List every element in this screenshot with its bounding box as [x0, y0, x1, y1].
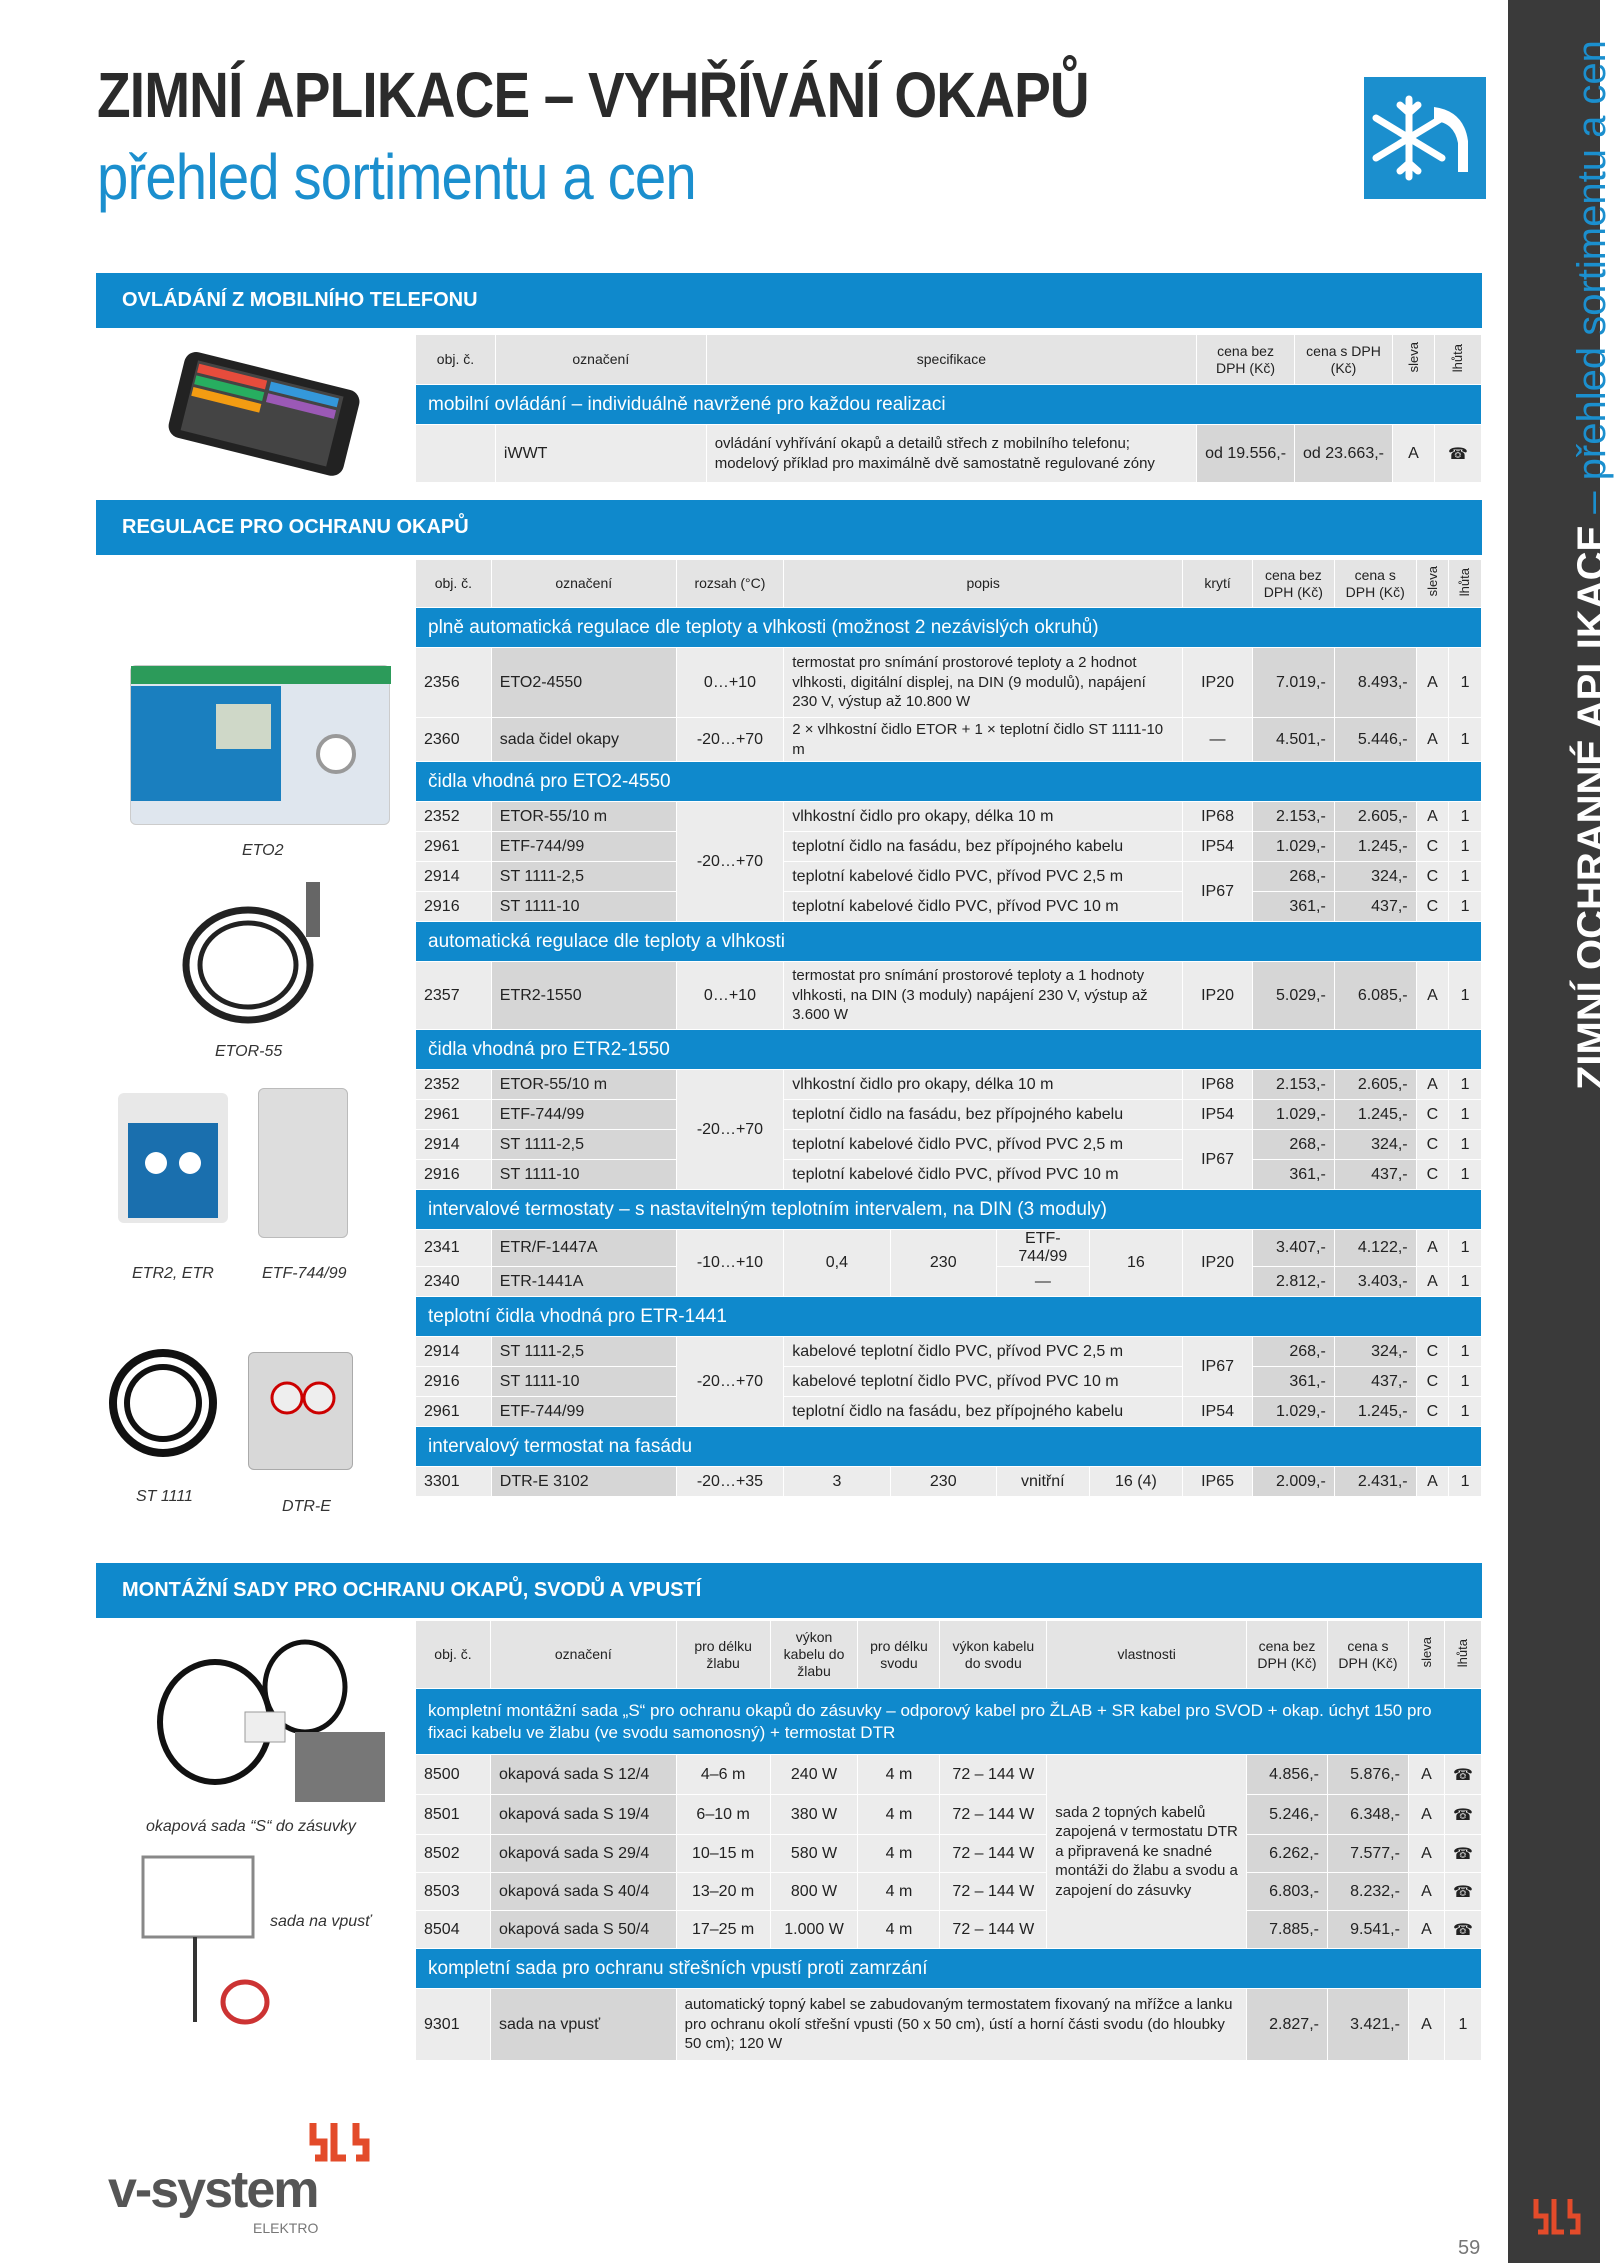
table-row: 2916 ST 1111-10 kabelové teplotní čidlo PVC, přívod PVC 10 m 361,- 437,- C 1: [416, 1367, 1482, 1397]
phone-image: [160, 345, 370, 475]
table-row: 2341 ETR/F-1447A -10…+10 0,4 230 ETF-744/99 16 IP20 3.407,- 4.122,- A 1: [416, 1230, 1482, 1267]
col-vykon-zlabu: výkon kabelu do žlabu: [770, 1621, 858, 1689]
table-row: 2357 ETR2-1550 0…+10 termostat pro snímání prostorové teploty a 1 hodnoty vlhkosti, na DIN (3 moduly) napájení 230 V, výstup až 3.600 W IP20 5.029,- 6.085,- A 1: [416, 962, 1482, 1030]
col-rozsah: rozsah (°C): [676, 560, 784, 608]
table-row: 2340 ETR-1441A — 2.812,- 3.403,- A 1: [416, 1267, 1482, 1297]
col-delka-zlabu: pro délku žlabu: [676, 1621, 770, 1689]
side-title: ZIMNÍ OCHRANNÉ APLIKACE – přehled sortimentu a cen: [1570, 40, 1614, 1090]
table-row: 2916 ST 1111-10 teplotní kabelové čidlo PVC, přívod PVC 10 m 361,- 437,- C 1: [416, 892, 1482, 922]
col-lhuta: lhůta: [1444, 1621, 1481, 1689]
col-oznaceni: označení: [495, 335, 706, 385]
table-row: 2352 ETOR-55/10 m -20…+70 vlhkostní čidlo pro okapy, délka 10 m IP68 2.153,- 2.605,- A 1: [416, 1070, 1482, 1100]
table-regulace: [415, 559, 1482, 1497]
phone-icon: ☎: [1444, 1911, 1481, 1949]
table-row: 2914 ST 1111-2,5 teplotní kabelové čidlo PVC, přívod PVC 2,5 m IP67 268,- 324,- C 1: [416, 862, 1482, 892]
phone-icon: ☎: [1434, 425, 1481, 483]
col-obj: obj. č.: [416, 335, 496, 385]
section-mobile-title: OVLÁDÁNÍ Z MOBILNÍHO TELEFONU: [96, 273, 1482, 328]
group-header: teplotní čidla vhodná pro ETR-1441: [416, 1297, 1482, 1337]
col-obj: obj. č.: [416, 1621, 491, 1689]
st1111-image: [105, 1345, 225, 1460]
caption-etf: ETF-744/99: [262, 1265, 347, 1282]
col-cena-bez: cena bez DPH (Kč): [1247, 1621, 1328, 1689]
col-specifikace: specifikace: [706, 335, 1196, 385]
col-sleva: sleva: [1392, 335, 1434, 385]
caption-vpust: sada na vpusť: [270, 1913, 371, 1930]
col-delka-svodu: pro délku svodu: [858, 1621, 940, 1689]
caption-etor: ETOR-55: [215, 1043, 283, 1060]
etr-image: [118, 1093, 228, 1223]
caption-okapova-sada: okapová sada “S“ do zásuvky: [146, 1818, 356, 1835]
col-cena-s: cena s DPH (Kč): [1327, 1621, 1408, 1689]
table-row: 9301 sada na vpusť automatický topný kabel se zabudovaným termostatem fixovaný na mřížce a lanku pro ochranu okolí střešní vpusti (50 x 50 cm), ústí a horní části svodu (do hloubky 50 cm); 120 W 2.827,- 3.421,- A 1: [416, 1989, 1482, 2061]
group-header: kompletní montážní sada „S“ pro ochranu okapů do zásuvky – odporový kabel pro ŽLAB + SR kabel pro SVOD + okap. úchyt 150 pro fixaci kabelu ve žlabu (ve svodu samonosný) + termostat DTR: [416, 1689, 1482, 1755]
col-cena-bez: cena bez DPH (Kč): [1252, 560, 1334, 608]
group-header: intervalové termostaty – s nastavitelným teplotním intervalem, na DIN (3 moduly): [416, 1190, 1482, 1230]
col-oznaceni: označení: [490, 1621, 676, 1689]
table-row: 2961 ETF-744/99 teplotní čidlo na fasádu, bez přípojného kabelu IP54 1.029,- 1.245,- C 1: [416, 1100, 1482, 1130]
col-cena-bez: cena bez DPH (Kč): [1197, 335, 1295, 385]
col-obj: obj. č.: [416, 560, 492, 608]
etor-image: [170, 870, 340, 1040]
col-cena-s: cena s DPH (Kč): [1295, 335, 1393, 385]
caption-eto2: ETO2: [242, 842, 284, 859]
group-header: plně automatická regulace dle teploty a vlhkosti (možnost 2 nezávislých okruhů): [416, 608, 1482, 648]
snowflake-icon: [1364, 77, 1486, 199]
table-row: 2914 ST 1111-2,5 teplotní kabelové čidlo PVC, přívod PVC 2,5 m IP67 268,- 324,- C 1: [416, 1130, 1482, 1160]
table-row: 3301 DTR-E 3102 -20…+35 3 230 vnitřní 16 (4) IP65 2.009,- 2.431,- A 1: [416, 1467, 1482, 1497]
table-row: 8504 okapová sada S 50/4 17–25 m 1.000 W 4 m 72 – 144 W 7.885,- 9.541,- A ☎: [416, 1911, 1482, 1949]
page-title: ZIMNÍ APLIKACE – VYHŘÍVÁNÍ OKAPŮ: [97, 59, 1089, 131]
table-row: 2360 sada čidel okapy -20…+70 2 × vlhkostní čidlo ETOR + 1 × teplotní čidlo ST 1111-10 m — 4.501,- 5.446,- A 1: [416, 718, 1482, 762]
group-header: čidla vhodná pro ETO2-4550: [416, 762, 1482, 802]
group-header: kompletní sada pro ochranu střešních vpustí proti zamrzání: [416, 1949, 1482, 1989]
section-regulace-title: REGULACE PRO OCHRANU OKAPŮ: [96, 500, 1482, 555]
table-row: iWWT ovládání vyhřívání okapů a detailů střech z mobilního telefonu; modelový příklad pro maximálně dvě samostatně regulované zóny od 19.556,- od 23.663,- A ☎: [416, 425, 1482, 483]
vpust-image: [135, 1852, 275, 2052]
okapova-sada-image: [145, 1632, 395, 1807]
col-lhuta: lhůta: [1449, 560, 1482, 608]
table-row: 8501 okapová sada S 19/4 6–10 m 380 W 4 m 72 – 144 W 5.246,- 6.348,- A ☎: [416, 1795, 1482, 1835]
group-header: intervalový termostat na fasádu: [416, 1427, 1482, 1467]
table-mobile: [415, 334, 1482, 483]
col-vykon-svodu: výkon kabelu do svodu: [940, 1621, 1047, 1689]
phone-icon: ☎: [1444, 1835, 1481, 1873]
col-oznaceni: označení: [491, 560, 676, 608]
table-row: 2352 ETOR-55/10 m -20…+70 vlhkostní čidlo pro okapy, délka 10 m IP68 2.153,- 2.605,- A 1: [416, 802, 1482, 832]
phone-icon: ☎: [1444, 1873, 1481, 1911]
col-sleva: sleva: [1408, 1621, 1444, 1689]
table-row: 2914 ST 1111-2,5 -20…+70 kabelové teplotní čidlo PVC, přívod PVC 2,5 m IP67 268,- 324,- C 1: [416, 1337, 1482, 1367]
table-row: 2356 ETO2-4550 0…+10 termostat pro snímání prostorové teploty a 2 hodnot vlhkosti, digitální displej, na DIN (9 modulů), napájení 230 V, výstup až 10.800 W IP20 7.019,- 8.493,- A 1: [416, 648, 1482, 718]
group-header: čidla vhodná pro ETR2-1550: [416, 1030, 1482, 1070]
table-montazni: [415, 1620, 1482, 2061]
phone-icon: ☎: [1444, 1755, 1481, 1795]
side-logo-icon: [1532, 2196, 1582, 2241]
phone-icon: ☎: [1444, 1795, 1481, 1835]
col-cena-s: cena s DPH (Kč): [1334, 560, 1416, 608]
col-sleva: sleva: [1416, 560, 1449, 608]
col-kryti: krytí: [1183, 560, 1253, 608]
page-number: 59: [1458, 2237, 1481, 2259]
table-row: 2961 ETF-744/99 teplotní čidlo na fasádu, bez přípojného kabelu IP54 1.029,- 1.245,- C 1: [416, 832, 1482, 862]
caption-st1111: ST 1111: [136, 1488, 193, 1505]
table-row: 2961 ETF-744/99 teplotní čidlo na fasádu, bez přípojného kabelu IP54 1.029,- 1.245,- C 1: [416, 1397, 1482, 1427]
group-header: mobilní ovládání – individuálně navržené pro každou realizaci: [416, 385, 1482, 425]
table-row: 8503 okapová sada S 40/4 13–20 m 800 W 4 m 72 – 144 W 6.803,- 8.232,- A ☎: [416, 1873, 1482, 1911]
table-row: 8500 okapová sada S 12/4 4–6 m 240 W 4 m 72 – 144 W sada 2 topných kabelů zapojená v termostatu DTR a připravená ke snadné montáži do žlabu a svodu a zapojení do zásuvky 4.856,- 5.876,- A ☎: [416, 1755, 1482, 1795]
etf-image: [258, 1088, 348, 1238]
table-row: 8502 okapová sada S 29/4 10–15 m 580 W 4 m 72 – 144 W 6.262,- 7.577,- A ☎: [416, 1835, 1482, 1873]
col-lhuta: lhůta: [1434, 335, 1481, 385]
eto2-image: [130, 665, 390, 825]
page-subtitle: přehled sortimentu a cen: [97, 141, 696, 213]
caption-dtre: DTR-E: [282, 1498, 331, 1515]
group-header: automatická regulace dle teploty a vlhkosti: [416, 922, 1482, 962]
col-popis: popis: [784, 560, 1183, 608]
col-vlastnosti: vlastnosti: [1047, 1621, 1247, 1689]
section-montazni-title: MONTÁŽNÍ SADY PRO OCHRANU OKAPŮ, SVODŮ A VPUSTÍ: [96, 1563, 1482, 1618]
table-row: 2916 ST 1111-10 teplotní kabelové čidlo PVC, přívod PVC 10 m 361,- 437,- C 1: [416, 1160, 1482, 1190]
v-system-logo: v-system ELEKTRO: [108, 2120, 388, 2235]
dtre-image: [248, 1352, 353, 1470]
caption-etr: ETR2, ETR: [132, 1265, 214, 1282]
